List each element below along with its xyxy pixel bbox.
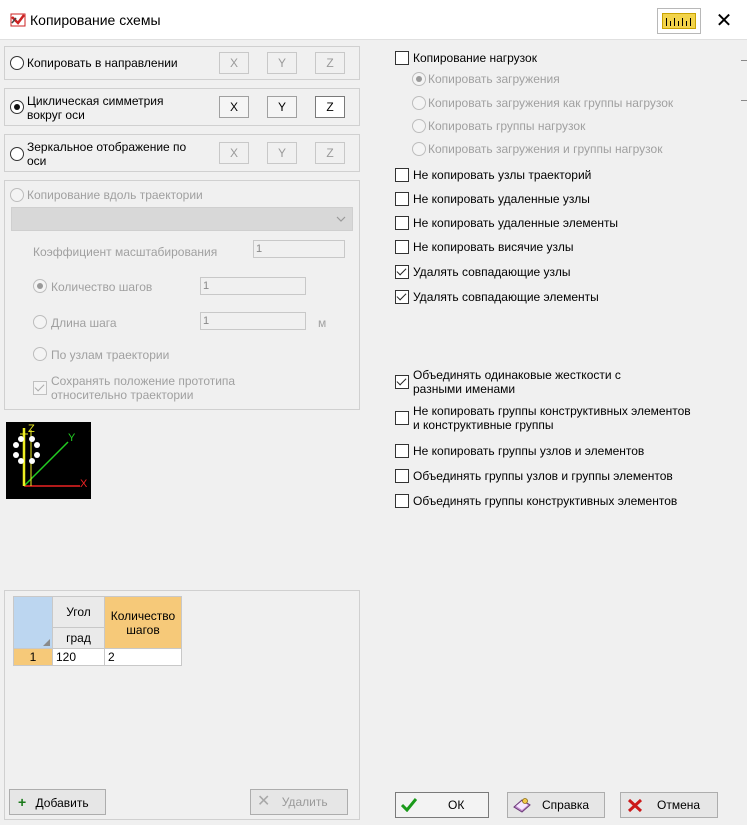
- ruler-icon: [662, 13, 696, 29]
- opt-checkbox-2[interactable]: [395, 216, 409, 230]
- load-opt-label-1: Копировать загружения как группы нагрузок: [428, 96, 674, 110]
- opt-checkbox-5[interactable]: [395, 290, 409, 304]
- nocopy-cgroups-label-1: Не копировать группы конструктивных элементов: [413, 404, 691, 418]
- cyclic-symmetry-label-1: Циклическая симметрия: [27, 94, 164, 108]
- symmetry-preview: [6, 422, 91, 499]
- opt2-checkbox-2[interactable]: [395, 494, 409, 508]
- keep-position-label-1: Сохранять положение прототипа: [51, 374, 236, 388]
- opt2-checkbox-1[interactable]: [395, 469, 409, 483]
- nocopy-cgroups-label-2: и конструктивные группы: [413, 418, 554, 432]
- axis-y-label: Y: [68, 432, 76, 444]
- opt-checkbox-4[interactable]: [395, 265, 409, 279]
- delete-x-icon: ✕: [257, 793, 271, 810]
- load-opt-radio-0[interactable]: [412, 72, 426, 86]
- mirror-label-2: оси: [27, 154, 47, 168]
- steps-radio[interactable]: [33, 279, 47, 293]
- trajectory-label: Копирование вдоль траектории: [27, 188, 203, 202]
- merge-rigidities-checkbox[interactable]: [395, 375, 409, 389]
- ok-button-label: ОК: [448, 798, 465, 812]
- scale-label: Коэффициент масштабирования: [33, 245, 218, 259]
- mirror-radio[interactable]: [10, 147, 24, 161]
- load-opt-radio-3[interactable]: [412, 142, 426, 156]
- col-count-header-2: шагов: [126, 622, 160, 637]
- copy-loads-checkbox[interactable]: [395, 51, 409, 65]
- trajectory-group: [4, 180, 360, 410]
- mir-x-button[interactable]: X: [219, 142, 249, 164]
- by-nodes-label: По узлам траектории: [51, 348, 170, 362]
- opt-label-5: Удалять совпадающие элементы: [413, 290, 599, 304]
- opt2-label-1: Объединять группы узлов и группы элементов: [413, 469, 673, 483]
- check-icon: [401, 798, 417, 812]
- by-nodes-radio[interactable]: [33, 347, 47, 361]
- help-button-label: Справка: [542, 798, 590, 812]
- window-title: Копирование схемы: [30, 12, 161, 28]
- table-row: [14, 649, 182, 666]
- dir-z-button[interactable]: Z: [315, 52, 345, 74]
- col-angle-header[interactable]: Угол: [53, 597, 105, 628]
- nocopy-cgroups-checkbox[interactable]: [395, 411, 409, 425]
- cancel-button-label: Отмена: [657, 798, 701, 812]
- opt2-label-0: Не копировать группы узлов и элементов: [413, 444, 645, 458]
- dir-y-button[interactable]: Y: [267, 52, 297, 74]
- dir-x-button[interactable]: X: [219, 52, 249, 74]
- opt-label-1: Не копировать удаленные узлы: [413, 192, 590, 206]
- opt-checkbox-3[interactable]: [395, 240, 409, 254]
- table-corner[interactable]: [14, 597, 53, 649]
- ruler-button[interactable]: [657, 8, 701, 34]
- ok-button[interactable]: [395, 792, 489, 818]
- opt-label-3: Не копировать висячие узлы: [413, 240, 574, 254]
- angle-cell[interactable]: 120: [53, 649, 105, 666]
- cancel-x-icon: [627, 798, 643, 813]
- axis-z-label: Z: [28, 423, 35, 435]
- steps-input[interactable]: 1: [200, 277, 306, 295]
- mirror-group: [4, 134, 360, 172]
- help-book-icon: [513, 797, 531, 813]
- opt-checkbox-1[interactable]: [395, 192, 409, 206]
- help-button[interactable]: [507, 792, 605, 818]
- step-length-label: Длина шага: [51, 316, 117, 330]
- mirror-label-1: Зеркальное отображение по: [27, 140, 187, 154]
- col-count-header-1: Количество: [110, 608, 176, 623]
- step-length-input[interactable]: 1: [200, 312, 306, 330]
- edge-line: [741, 100, 747, 101]
- add-button-label: Добавить: [35, 796, 89, 810]
- merge-rigidities-label-1: Объединять одинаковые жесткости с: [413, 368, 621, 382]
- copy-loads-label: Копирование нагрузок: [413, 51, 537, 65]
- mir-z-button[interactable]: Z: [315, 142, 345, 164]
- keep-position-checkbox[interactable]: [33, 381, 47, 395]
- cyc-x-button[interactable]: X: [219, 96, 249, 118]
- title-bar: [0, 0, 747, 40]
- opt2-label-2: Объединять группы конструктивных элементов: [413, 494, 678, 508]
- col-count-header[interactable]: [105, 597, 182, 649]
- merge-rigidities-label-2: разными именами: [413, 382, 516, 396]
- trajectory-radio[interactable]: [10, 188, 24, 202]
- opt-checkbox-0[interactable]: [395, 168, 409, 182]
- chevron-down-icon: [336, 216, 346, 223]
- add-button[interactable]: [9, 789, 106, 815]
- count-cell[interactable]: 2: [105, 649, 182, 666]
- trajectory-select[interactable]: [11, 207, 353, 231]
- load-opt-label-2: Копировать группы нагрузок: [428, 119, 586, 133]
- keep-position-label-2: относительно траектории: [51, 388, 194, 402]
- axis-preview-icon: [6, 422, 91, 499]
- close-button[interactable]: [708, 4, 740, 36]
- app-icon: [10, 12, 26, 28]
- cyc-z-button[interactable]: Z: [315, 96, 345, 118]
- opt-label-0: Не копировать узлы траекторий: [413, 168, 592, 182]
- steps-label: Количество шагов: [51, 280, 153, 294]
- load-opt-radio-1[interactable]: [412, 96, 426, 110]
- copy-direction-radio[interactable]: [10, 56, 24, 70]
- cyclic-symmetry-label-2: вокруг оси: [27, 108, 85, 122]
- delete-button-label: Удалить: [281, 795, 328, 809]
- angle-table: [13, 596, 182, 666]
- axis-x-label: X: [80, 478, 88, 490]
- plus-icon: +: [18, 794, 27, 810]
- load-opt-label-3: Копировать загружения и группы нагрузок: [428, 142, 663, 156]
- load-opt-radio-2[interactable]: [412, 119, 426, 133]
- step-length-unit: м: [318, 316, 327, 330]
- close-icon: ✕: [715, 8, 733, 32]
- edge-line: [741, 60, 747, 61]
- col-angle-unit: град: [53, 628, 105, 649]
- copy-direction-label: Копировать в направлении: [27, 56, 178, 70]
- cyc-y-button[interactable]: Y: [267, 96, 297, 118]
- opt-label-4: Удалять совпадающие узлы: [413, 265, 571, 279]
- opt2-checkbox-0[interactable]: [395, 444, 409, 458]
- cyclic-symmetry-radio[interactable]: [10, 100, 24, 114]
- copy-direction-group: [4, 46, 360, 80]
- step-length-radio[interactable]: [33, 315, 47, 329]
- scale-input[interactable]: 1: [253, 240, 345, 258]
- opt-label-2: Не копировать удаленные элементы: [413, 216, 619, 230]
- mir-y-button[interactable]: Y: [267, 142, 297, 164]
- cyclic-symmetry-group: [4, 88, 360, 126]
- load-opt-label-0: Копировать загружения: [428, 72, 560, 86]
- row-number[interactable]: 1: [14, 649, 53, 666]
- delete-button[interactable]: [250, 789, 348, 815]
- cancel-button[interactable]: [620, 792, 718, 818]
